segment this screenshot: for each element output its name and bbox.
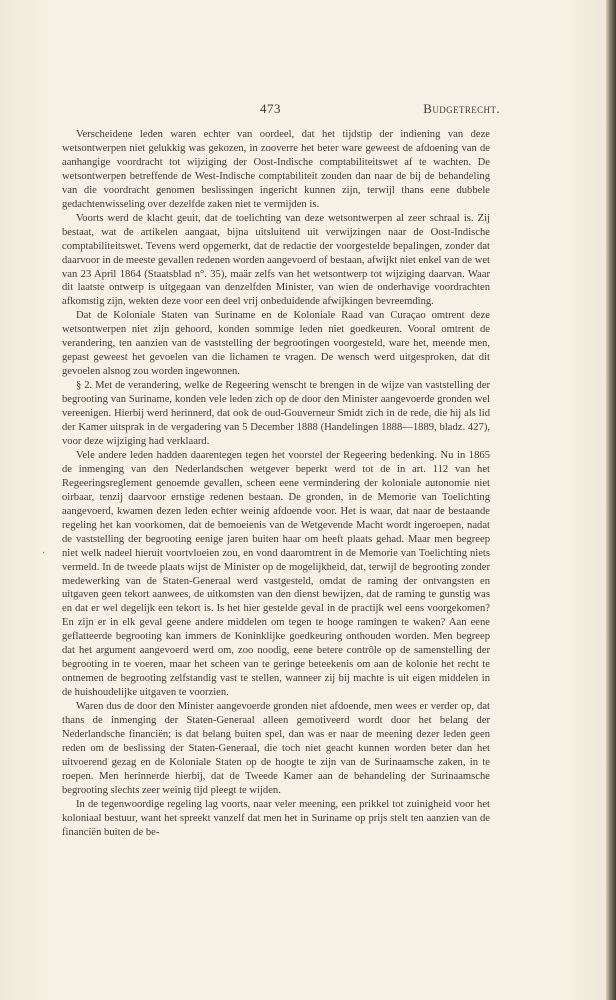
paragraph: § 2. Met de verandering, welke de Regeering wenscht te brengen in de wijze van vaststelling der begrooting van Suriname, konden vele leden zich op de door den Minister aangevoerde gronden wel vereenigen. Hierbij werd herinnerd, dat ook de oud-Gouverneur Smidt zich in de rede, die hij als lid der Kamer uitsprak in de vergadering van 5 December 1888 (Handelingen 1888—1889, bladz. 427), voor deze wijziging had verklaard.: [62, 380, 490, 447]
margin-mark: ·: [42, 548, 46, 559]
page-number: 473: [260, 101, 281, 116]
paragraph: Waren dus de door den Minister aangevoerde gronden niet afdoende, men wees er verder op, dat thans de inmenging der Staten-Generaal alleen gemotiveerd wordt door het belang der Nederlandsche financiën; is dat belang buiten spel, dan was er naar de meening dezer leden geen reden om de beslissing der Staten-Generaal, die toch niet geacht kunnen worden beter dan het uitvoerend gezag en de Koloniale Staten op de hoogte te zijn van de Surinaamsche zaken, in te roepen. Men herinnerde hierbij, dat de Tweede Kamer aan de behandeling der Surinaamsche begrooting slechts zeer weinig tijd pleegt te wijden.: [62, 701, 490, 796]
paragraph: Verscheidene leden waren echter van oordeel, dat het tijdstip der indiening van deze wetsontwerpen niet gelukkig was gekozen, in zooverre het beter ware geweest de afdoening van de aanhangige voordracht tot wijziging der Oost-Indische comptabiliteitswet af te wachten. De wetsontwerpen betreffende de West-Indische comptabiliteit zouden dan naar de bij de behandeling van die voordracht genomen beslissingen ingericht kunnen zijn, terwijl thans eene dubbele gedachtenwisseling over dezelfde zaken niet te vermijden is.: [62, 129, 490, 210]
running-head: Budgetrecht.: [423, 101, 500, 116]
paragraph: Voorts werd de klacht geuit, dat de toelichting van deze wetsontwerpen al zeer schraal is. Zij bestaat, wat de artikelen aangaat, bijna uitsluitend uit verwijzingen naar de Oost-Indische comptabiliteitswet. Tevens werd opgemerkt, dat de redactie der voorgestelde bepalingen, zonder dat daarvoor in de meeste gevallen redenen worden aangevoerd of bestaan, afwijkt niet enkel van de wet van 23 April 1864 (Staatsblad n°. 35), maär zelfs van het wetsontwerp tot wijziging daarvan. Waar dit laatste ontwerp is uitgegaan van denzelfden Minister, van wien de onderhavige voordrachten afkomstig zijn, wekten deze voor een deel vrij onbeduidende afwijkingen bevreemding.: [62, 212, 490, 308]
body-text: [62, 128, 490, 840]
paragraph: Dat de Koloniale Staten van Suriname en de Koloniale Raad van Curaçao omtrent deze wetsontwerpen niet zijn gehoord, konden sommige leden niet goedkeuren. Vooral omtrent de verandering, ten aanzien van de vaststelling der begrootingen voorgesteld, ware het, meende men, gepast geweest het gevoelen van die lichamen te vragen. De wensch werd uitgesproken, dat dit gevoelen alsnog zou worden ingewonnen.: [62, 310, 490, 378]
book-edge-shadow: [606, 0, 616, 1000]
paragraph: Vele andere leden hadden daarentegen tegen het voorstel der Regeering bedenking. Nu in 1865 de inmenging van den Nederlandschen wetgever beperkt werd tot de in art. 112 van het Regeeringsreglement genoemde gevallen, scheen eene vermindering der koloniale autonomie niet oirbaar, tenzij daarvoor ernstige redenen bestaan. De gronden, in de Memorie van Toelichting aangevoerd, kwamen dezen leden echter weinig afdoende voor. Het is waar, dat naar de bestaande regeling het kan voorkomen, dat de bemoeienis van de Wetgevende Macht wordt ingeroepen, nadat de vaststelling der begrooting eenige jaren buiten haar om heeft plaats gehad. Maar men begreep niet welk nadeel hieruit voortvloeien zou, en vond daaromtrent in de Memorie van Toelichting niets vermeld. In de tweede plaats wijst de Minister op de mogelijkheid, dat, terwijl de begrooting zonder medewerking van de Staten-Generaal werd vastgesteld, omdat de raming der ontvangsten en uitgaven geen tekort aanwees, de uitkomsten van den dienst bewijzen, dat de raming te gunstig was en dat er wel degelijk een tekort is. Is het hier gestelde geval in de practijk wel eens voorgekomen? En zijn er in elk geval geene andere middelen om tegen te hooge ramingen te waken? Aan eene geflatteerde begrooting kan immers de Koninklijke goedkeuring onthouden worden. Men begreep dat het argument aangevoerd werd om, zoo noodig, eene betere contrôle op de samenstelling der begrooting in te voeren, maar het scheen van te geringe beteekenis om aan de kolonie het recht te ontnemen de begrooting zelfstandig vast te stellen, wanneer zij bij machte is uit eigen middelen in de huishoudelijke uitgaven te voorzien.: [62, 449, 490, 699]
paragraph: In de tegenwoordige regeling lag voorts, naar veler meening, een prikkel tot zuinigheid voor het koloniaal bestuur, want het spreekt vanzelf dat men het in Suriname op prijs stelt ten aanzien van de financiën buiten de be-: [62, 798, 490, 838]
page-header: [60, 101, 500, 117]
